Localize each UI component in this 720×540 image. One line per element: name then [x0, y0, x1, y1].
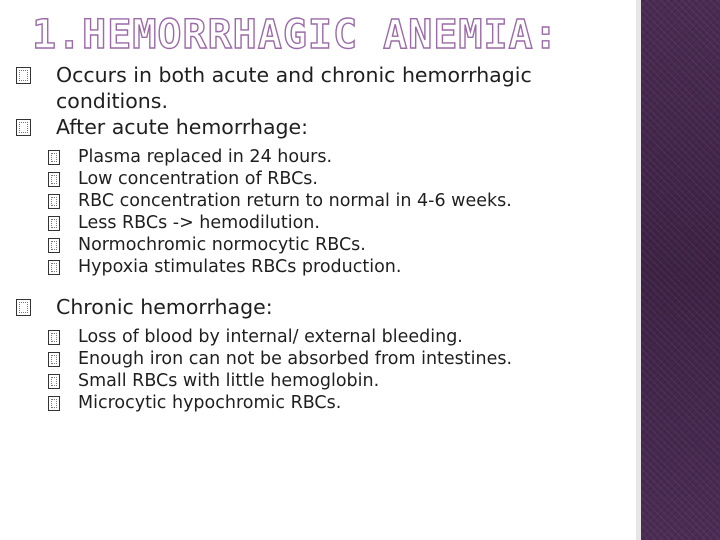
- box-bullet-icon: [48, 374, 60, 389]
- box-bullet-icon: [48, 194, 60, 209]
- list-item-text: Microcytic hypochromic RBCs.: [78, 393, 342, 413]
- list-item-text: RBC concentration return to normal in 4-6 weeks.: [78, 191, 512, 211]
- box-bullet-icon: [48, 238, 60, 253]
- list-item-text: Plasma replaced in 24 hours.: [78, 147, 333, 167]
- list-item-text: Less RBCs -> hemodilution.: [78, 213, 320, 233]
- list-item: [30, 190, 626, 212]
- list-item-text: Hypoxia stimulates RBCs production.: [78, 257, 402, 277]
- box-bullet-icon: [48, 150, 60, 165]
- list-item: [30, 326, 626, 348]
- list-item: [30, 392, 626, 414]
- acute-list: [16, 146, 626, 278]
- bullet-acute-heading: [16, 114, 626, 140]
- box-bullet-icon: [16, 299, 31, 316]
- bullet-text: Occurs in both acute and chronic hemorrhagic conditions.: [56, 63, 532, 113]
- slide-title: 1.HEMORRHAGIC ANEMIA:: [32, 12, 559, 58]
- decorative-side-panel: [641, 0, 720, 540]
- list-item: [30, 146, 626, 168]
- box-bullet-icon: [48, 172, 60, 187]
- list-item-text: Enough iron can not be absorbed from intestines.: [78, 349, 513, 369]
- box-bullet-icon: [16, 67, 31, 84]
- list-item-text: Low concentration of RBCs.: [78, 169, 318, 189]
- box-bullet-icon: [48, 260, 60, 275]
- list-item: [30, 234, 626, 256]
- box-bullet-icon: [16, 119, 31, 136]
- slide-body: [16, 62, 626, 414]
- bullet-text: After acute hemorrhage:: [56, 115, 309, 139]
- list-item-text: Normochromic normocytic RBCs.: [78, 235, 366, 255]
- bullet-text: Chronic hemorrhage:: [56, 295, 273, 319]
- bullet-occurs: [16, 62, 626, 114]
- box-bullet-icon: [48, 330, 60, 345]
- box-bullet-icon: [48, 396, 60, 411]
- list-item: [30, 256, 626, 278]
- box-bullet-icon: [48, 216, 60, 231]
- list-item: [30, 370, 626, 392]
- box-bullet-icon: [48, 352, 60, 367]
- bullet-chronic-heading: [16, 294, 626, 320]
- list-item: [30, 168, 626, 190]
- list-item-text: Small RBCs with little hemoglobin.: [78, 371, 380, 391]
- list-item-text: Loss of blood by internal/ external bleeding.: [78, 327, 463, 347]
- list-item: [30, 348, 626, 370]
- list-item: [30, 212, 626, 234]
- chronic-list: [16, 326, 626, 414]
